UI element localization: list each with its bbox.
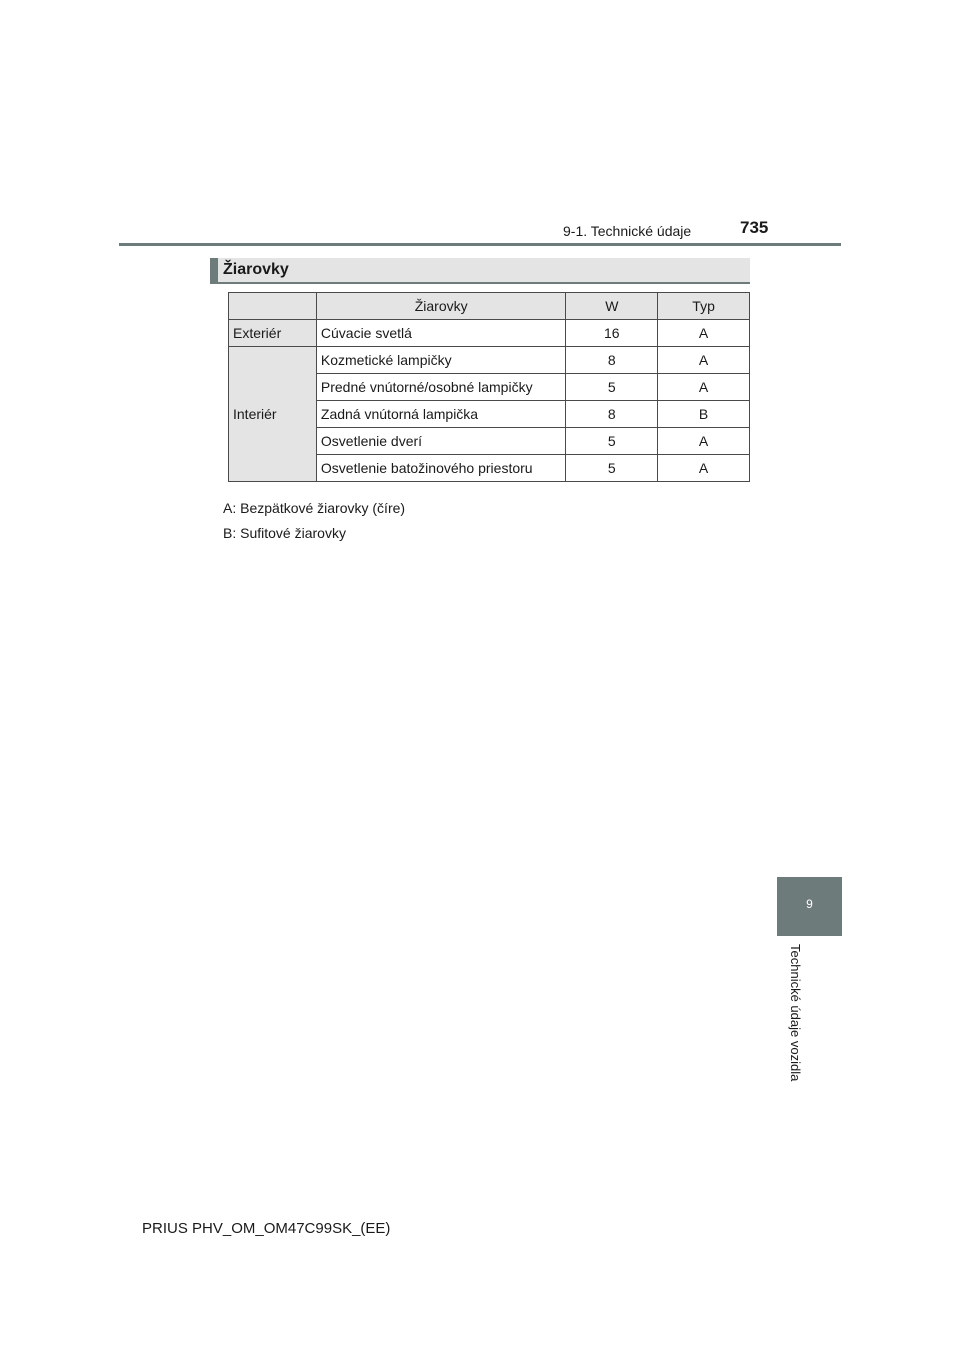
table-header-cell: Žiarovky [316,293,566,320]
type-cell: B [658,401,750,428]
type-cell: A [658,428,750,455]
wattage-cell: 5 [566,374,658,401]
bulb-name-cell: Osvetlenie dverí [316,428,566,455]
page-header-section: 9-1. Technické údaje [563,223,692,239]
type-cell: A [658,374,750,401]
table-header-cell [229,293,317,320]
table-row [229,320,750,347]
bulb-name-cell: Cúvacie svetlá [316,320,566,347]
table-header-row [229,293,750,320]
wattage-cell: 8 [566,401,658,428]
chapter-tab [777,877,842,936]
category-cell-interior: Interiér [229,347,317,482]
category-cell-exterior: Exteriér [229,320,317,347]
bulb-name-cell: Predné vnútorné/osobné lampičky [316,374,566,401]
wattage-cell: 5 [566,455,658,482]
page-number: 735 [740,218,769,237]
type-cell: A [658,455,750,482]
table-header-cell: Typ [658,293,750,320]
wattage-cell: 16 [566,320,658,347]
bulb-name-cell: Kozmetické lampičky [316,347,566,374]
bulb-name-cell: Zadná vnútorná lampička [316,401,566,428]
header-rule [119,243,841,246]
table-row [229,347,750,374]
footnote-b: B: Sufitové žiarovky [223,525,346,541]
bulbs-table [228,292,750,482]
type-cell: A [658,320,750,347]
chapter-title: Technické údaje vozidla [788,944,803,1082]
section-heading-accent [210,258,218,282]
wattage-cell: 5 [566,428,658,455]
type-cell: A [658,347,750,374]
document-code: PRIUS PHV_OM_OM47C99SK_(EE) [142,1220,391,1237]
table-header-cell: W [566,293,658,320]
footnote-a: A: Bezpätkové žiarovky (číre) [223,500,406,516]
section-heading-bar [210,258,750,284]
bulb-name-cell: Osvetlenie batožinového priestoru [316,455,566,482]
chapter-number: 9 [806,897,813,911]
section-title: Žiarovky [223,261,289,278]
wattage-cell: 8 [566,347,658,374]
